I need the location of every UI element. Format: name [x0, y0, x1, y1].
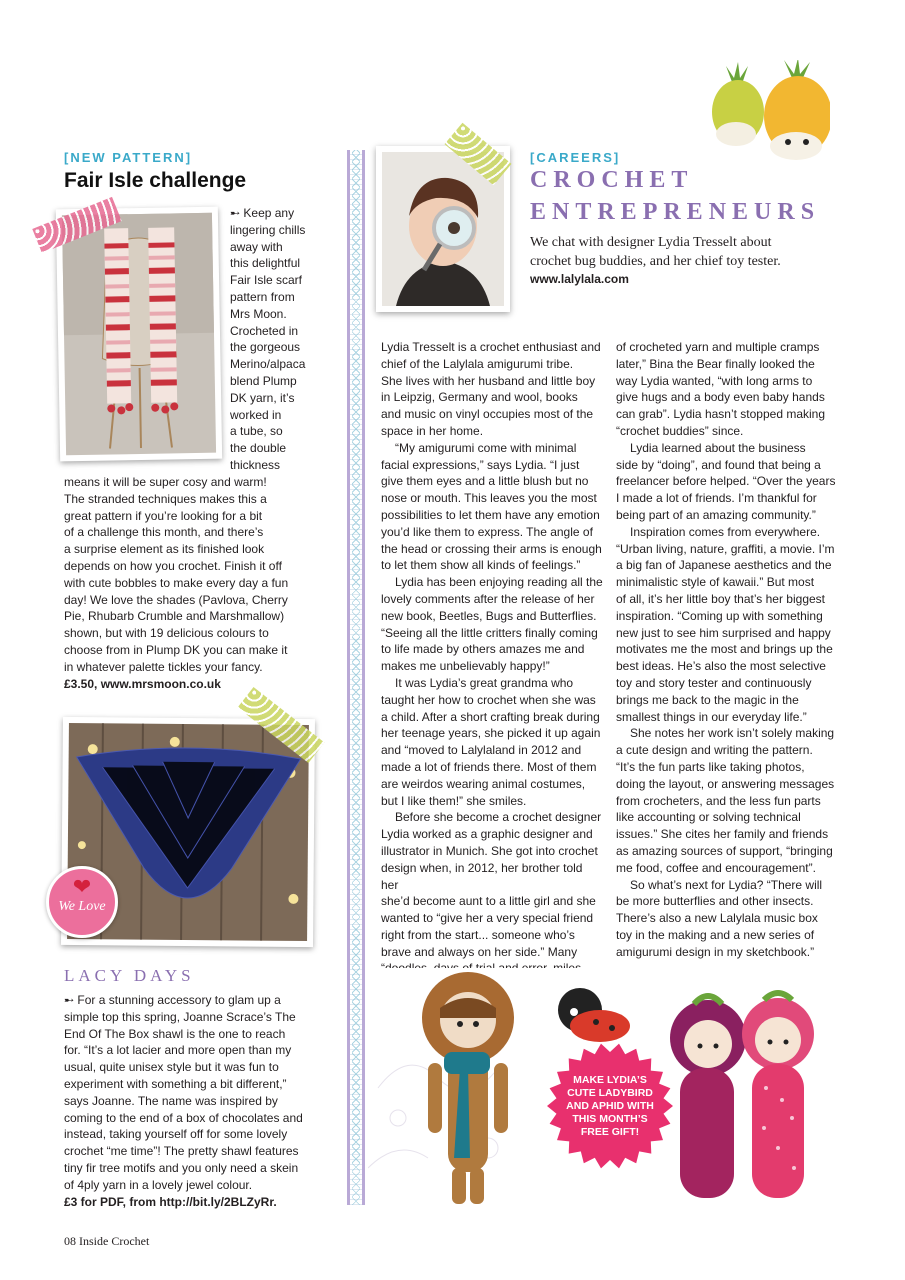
- starburst-line: MAKE LYDIA’S: [573, 1074, 647, 1086]
- text-line: but I like them!” she smiles.: [381, 793, 527, 808]
- text-line: great pattern if you’re looking for a bit: [64, 508, 263, 523]
- text-line: simple top this spring, Joanne Scrace’s The: [64, 1009, 296, 1024]
- text-line: chief of the Lalylala amigurumi tribe.: [381, 356, 574, 371]
- text-line: in Leipzig, Germany and wool, books: [381, 390, 578, 405]
- fair-isle-body-text: [64, 474, 342, 692]
- text-line: shown, but with 19 delicious colours to: [64, 626, 269, 641]
- text-line: “Seeing all the little critters finally coming: [381, 625, 598, 640]
- standfirst-line: crochet bug buddies, and her chief toy tester.: [530, 254, 781, 269]
- text-line: possibilities to let them have any emotion: [381, 507, 600, 522]
- text-line: illustrator in Munich. She got into crochet: [381, 843, 598, 858]
- text-line: Lydia has been enjoying reading all the: [395, 575, 603, 590]
- text-line: new book, Beetles, Bugs and Butterflies.: [381, 608, 597, 623]
- text-line: nose or mouth. This leaves you the most: [381, 491, 597, 506]
- text-line: crochet “me time”! The pretty shawl features: [64, 1144, 299, 1159]
- text-line: So what’s next for Lydia? “There will: [630, 877, 823, 892]
- text-line: wanted to “give her a very special friend: [381, 911, 594, 926]
- column-divider: [347, 150, 365, 1205]
- starburst-line: FREE GIFT!: [580, 1126, 640, 1138]
- text-line: Mrs Moon.: [230, 306, 287, 321]
- text-line: this delightful: [230, 256, 301, 271]
- starburst-line: CUTE LADYBIRD: [567, 1087, 653, 1099]
- text-line: The stranded techniques makes this a: [64, 491, 267, 506]
- text-line: a surprise element as its finished look: [64, 542, 265, 557]
- text-line: It was Lydia’s great grandma who: [395, 675, 574, 690]
- text-line: give hugs and a body even baby hands: [616, 390, 825, 405]
- text-line: She lives with her husband and little boy: [381, 373, 596, 388]
- text-line: with cute bobbles to make every day a fun: [64, 575, 289, 590]
- text-line: Fair Isle scarf: [230, 273, 303, 288]
- text-line: lingering chills: [230, 222, 306, 237]
- text-line: new just to see him surprised and happy: [616, 625, 831, 640]
- text-line: experiment with something a bit different,”: [64, 1076, 287, 1091]
- text-line: lovely comments after the release of her: [381, 591, 595, 606]
- text-line: can grab”. Lydia hasn’t stopped making: [616, 407, 826, 422]
- page-number: 08: [64, 1234, 76, 1248]
- article-column-2: [616, 339, 838, 960]
- lalylala-url[interactable]: www.lalylala.com: [530, 272, 629, 286]
- text-line: a child. After a short crafting break during: [381, 709, 600, 724]
- lacy-days-body-text: [64, 992, 344, 1210]
- text-line: instead, taking yourself off for some lovely: [64, 1127, 288, 1142]
- text-line: Crocheted in: [230, 323, 299, 338]
- text-line: Inspiration comes from everywhere.: [630, 524, 821, 539]
- text-line: and music on vinyl occupies most of the: [381, 407, 594, 422]
- text-line: her teenage years, she picked it up again: [381, 726, 601, 741]
- text-line: toy and story tester and continuously: [616, 675, 812, 690]
- text-line: thickness: [230, 457, 281, 472]
- text-line: be more butterflies and other insects.: [616, 894, 814, 909]
- text-line: facial expressions,” says Lydia. “I just: [381, 457, 580, 472]
- text-line: She notes her work isn’t solely making: [630, 726, 835, 741]
- text-line: the head or crossing their arms is enough: [381, 541, 602, 556]
- text-line: the double: [230, 441, 287, 456]
- crochet-title-line1: CROCHET: [530, 167, 694, 193]
- text-line: amigurumi design in my sketchbook.”: [616, 944, 815, 959]
- text-line: of crocheted yarn and multiple cramps: [616, 340, 820, 354]
- text-line: pattern from: [230, 289, 295, 304]
- text-line: from crocheters, and the less fun parts: [616, 793, 821, 808]
- text-line: usual, quite unisex style but it was fun to: [64, 1060, 279, 1075]
- text-line: doing the layout, or answering messages: [616, 776, 835, 791]
- free-gift-starburst: [546, 1042, 674, 1170]
- text-line: brave and always on her side.” Many: [381, 944, 578, 959]
- text-line: worked in: [230, 407, 282, 422]
- text-line: of a challenge this month, and there’s: [64, 525, 264, 540]
- text-line: the gorgeous: [230, 340, 301, 355]
- text-line: me food, coffee and encouragement”.: [616, 860, 816, 875]
- scarf-photo: [56, 207, 222, 462]
- text-line: a cute design and writing the pattern.: [616, 743, 813, 758]
- text-line: space in her home.: [381, 423, 484, 438]
- pineapple-illustration: [700, 60, 830, 170]
- text-line: made a lot of friends there. Most of them: [381, 759, 597, 774]
- heart-icon: ❤: [72, 874, 92, 899]
- text-line: means it will be super cosy and warm!: [64, 475, 267, 489]
- text-line: Before she become a crochet designer: [395, 810, 602, 825]
- magazine-name: Inside Crochet: [79, 1234, 150, 1248]
- standfirst-line: We chat with designer Lydia Tresselt about: [530, 235, 772, 250]
- text-line: give them eyes and a little blush but no: [381, 474, 589, 489]
- text-line: motivates me the most and brings up the: [616, 642, 833, 657]
- text-line: smallest things in our everyday life.”: [616, 709, 807, 724]
- text-line: Lydia Tresselt is a crochet enthusiast and: [381, 340, 601, 354]
- text-line: in whatever palette tickles your fancy.: [64, 659, 263, 674]
- text-line: tiny fir tree motifs and you only need a skein: [64, 1160, 299, 1175]
- text-line: design when, in 2012, her brother told her: [381, 860, 583, 892]
- lacy-days-price: £3 for PDF, from http://bit.ly/2BLZyRr.: [64, 1194, 277, 1209]
- text-line: choose from in Plump DK you can make it: [64, 642, 288, 657]
- text-line: being part of an amazing community.”: [616, 507, 816, 522]
- section-tag-careers: [CAREERS]: [530, 150, 621, 165]
- page-footer: [64, 1234, 149, 1249]
- fair-isle-price: £3.50, www.mrsmoon.co.uk: [64, 676, 221, 691]
- text-line: End Of The Box shawl is the one to reach: [64, 1026, 286, 1041]
- text-line: depends on how you crochet. Finish it off: [64, 558, 282, 573]
- lacy-days-title: LACY DAYS: [64, 966, 195, 985]
- text-line: makes me unbelievably happy!”: [381, 659, 550, 674]
- article-column-1: [381, 339, 603, 977]
- we-love-badge: [46, 866, 118, 938]
- text-line: “Urban living, nature, graffiti, a movie. I’m: [616, 541, 835, 556]
- pineapple-toys-photo: [700, 60, 830, 170]
- text-line: ➸ For a stunning accessory to glam up a: [64, 993, 281, 1007]
- text-line: “It’s the fun parts like taking photos,: [616, 759, 805, 774]
- fair-isle-wrap-text: [230, 205, 340, 474]
- text-line: taught her how to crochet when she was: [381, 692, 596, 707]
- starburst-line: THIS MONTH’S: [572, 1113, 648, 1125]
- text-line: Lydia learned about the business: [630, 440, 806, 455]
- text-line: Merino/alpaca: [230, 357, 306, 372]
- text-line: Lydia worked as a graphic designer and: [381, 827, 593, 842]
- standfirst: [530, 233, 781, 271]
- text-line: minimalistic style of kawaii.” But most: [616, 575, 815, 590]
- text-line: of all, it’s her little boy that’s her biggest: [616, 591, 826, 606]
- text-line: toy in the making and a new series of: [616, 927, 815, 942]
- text-line: freelancer before helped. “Over the years: [616, 474, 836, 489]
- text-line: she’d become aunt to a little girl and she: [381, 894, 596, 909]
- text-line: Pie, Rhubarb Crumble and Marshmallow): [64, 609, 285, 624]
- text-line: coming to the end of a box of chocolates and: [64, 1110, 303, 1125]
- text-line: best ideas. He’s also the most selective: [616, 659, 826, 674]
- text-line: right from the start... someone who’s: [381, 927, 575, 942]
- text-line: There’s also a new Lalylala music box: [616, 911, 818, 926]
- section-tag-new-pattern: [NEW PATTERN]: [64, 150, 193, 165]
- text-line: away with: [230, 239, 283, 254]
- text-line: you’d like them to express. The angle of: [381, 524, 593, 539]
- we-love-label: We Love: [58, 899, 106, 914]
- text-line: issues.” She cites her family and friends: [616, 827, 829, 842]
- text-line: way Lydia wanted, “with long arms to: [616, 373, 813, 388]
- text-line: inspiration. “Coming up with something: [616, 608, 823, 623]
- text-line: for. “It’s a lot lacier and more open than my: [64, 1043, 292, 1058]
- text-line: of 4ply yarn in a lovely jewel colour.: [64, 1177, 253, 1192]
- text-line: a tube, so: [230, 424, 283, 439]
- scarf-illustration: [56, 207, 222, 462]
- text-line: I made a lot of friends. I’m thankful for: [616, 491, 817, 506]
- text-line: “crochet buddies” since.: [616, 423, 744, 438]
- text-line: are weirdos wearing animal costumes,: [381, 776, 586, 791]
- text-line: brings me back to the magic in the: [616, 692, 799, 707]
- text-line: DK yarn, it’s: [230, 390, 295, 405]
- starburst-text: [546, 1074, 674, 1139]
- text-line: a big fan of Japanese aesthetics and the: [616, 558, 832, 573]
- text-line: later,” Bina the Bear finally looked the: [616, 356, 815, 371]
- text-line: side by “doing”, and found that being a: [616, 457, 821, 472]
- text-line: to let them show all kinds of feelings.”: [381, 558, 581, 573]
- text-line: ➸ Keep any: [230, 206, 295, 220]
- text-line: and “moved to Lalylaland in 2012 and: [381, 743, 582, 758]
- text-line: to life made by others amazes me and: [381, 642, 585, 657]
- text-line: “My amigurumi come with minimal: [395, 440, 577, 455]
- text-line: as amazing sources of support, “bringing: [616, 843, 833, 858]
- starburst-line: AND APHID WITH: [566, 1100, 654, 1112]
- text-line: like accounting or solving technical: [616, 810, 801, 825]
- text-line: day! We love the shades (Pavlova, Cherry: [64, 592, 288, 607]
- crochet-title-line2: ENTREPRENEURS: [530, 199, 821, 225]
- fair-isle-title: Fair Isle challenge: [64, 169, 247, 192]
- text-line: says Joanne. The name was inspired by: [64, 1093, 278, 1108]
- text-line: blend Plump: [230, 373, 297, 388]
